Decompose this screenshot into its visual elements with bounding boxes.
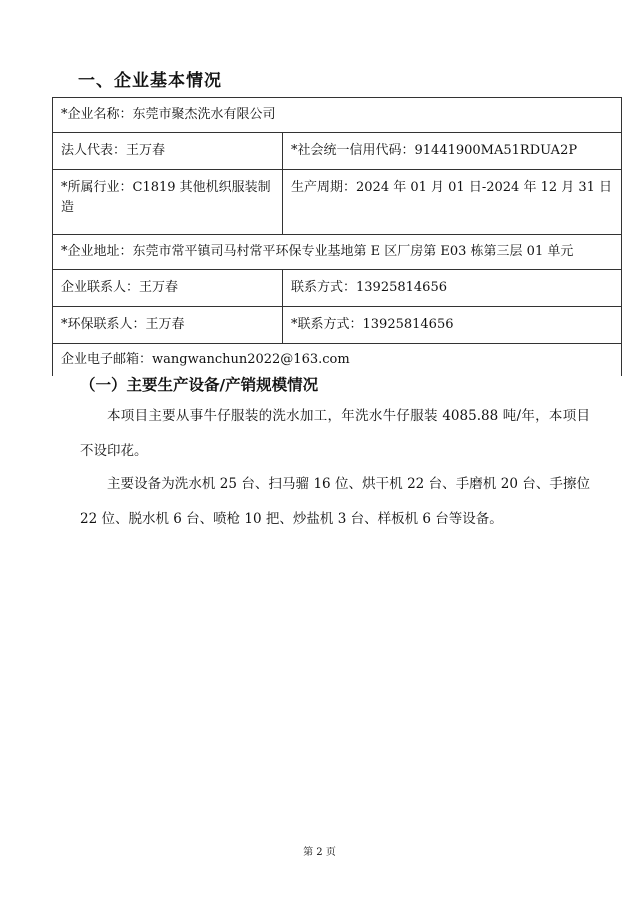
email-cell: 企业电子邮箱：wangwanchun2022@163.com (53, 344, 622, 377)
table-row (53, 270, 622, 307)
address-cell: *企业地址：东莞市常平镇司马村常平环保专业基地第 E 区厂房第 E03 栋第三层 01 单元 (53, 235, 622, 270)
env-contact-person-cell: *环保联系人：王万春 (53, 307, 283, 344)
table-row (53, 235, 622, 270)
table-row (53, 133, 622, 170)
company-info-table (52, 97, 622, 376)
credit-code-cell: *社会统一信用代码：91441900MA51RDUA2P (283, 133, 622, 170)
env-contact-phone-cell: *联系方式：13925814656 (283, 307, 622, 344)
paragraph-production-scale: 本项目主要从事牛仔服装的洗水加工，年洗水牛仔服装 4085.88 吨/年，本项目不设印花。 (80, 408, 590, 459)
page-number: 第 2 页 (303, 847, 336, 858)
subsection-title: （一）主要生产设备/产销规模情况 (80, 376, 319, 394)
company-name-cell: *企业名称：东莞市聚杰洗水有限公司 (53, 98, 622, 133)
legal-rep-cell: 法人代表：王万春 (53, 133, 283, 170)
table-row (53, 307, 622, 344)
contact-person-cell: 企业联系人：王万春 (53, 270, 283, 307)
contact-phone-cell: 联系方式：13925814656 (283, 270, 622, 307)
table-row (53, 170, 622, 235)
paragraph-equipment: 主要设备为洗水机 25 台、扫马骝 16 位、烘干机 22 台、手磨机 20 台、手擦位 22 位、脱水机 6 台、喷枪 10 把、炒盐机 3 台、样板机 6 台等设备。 (80, 476, 590, 527)
production-period-cell: 生产周期：2024 年 01 月 01 日-2024 年 12 月 31 日 (283, 170, 622, 235)
table-row (53, 98, 622, 133)
section-title: 一、企业基本情况 (78, 71, 222, 91)
industry-cell: *所属行业：C1819 其他机织服装制造 (53, 170, 283, 235)
table-row (53, 344, 622, 377)
